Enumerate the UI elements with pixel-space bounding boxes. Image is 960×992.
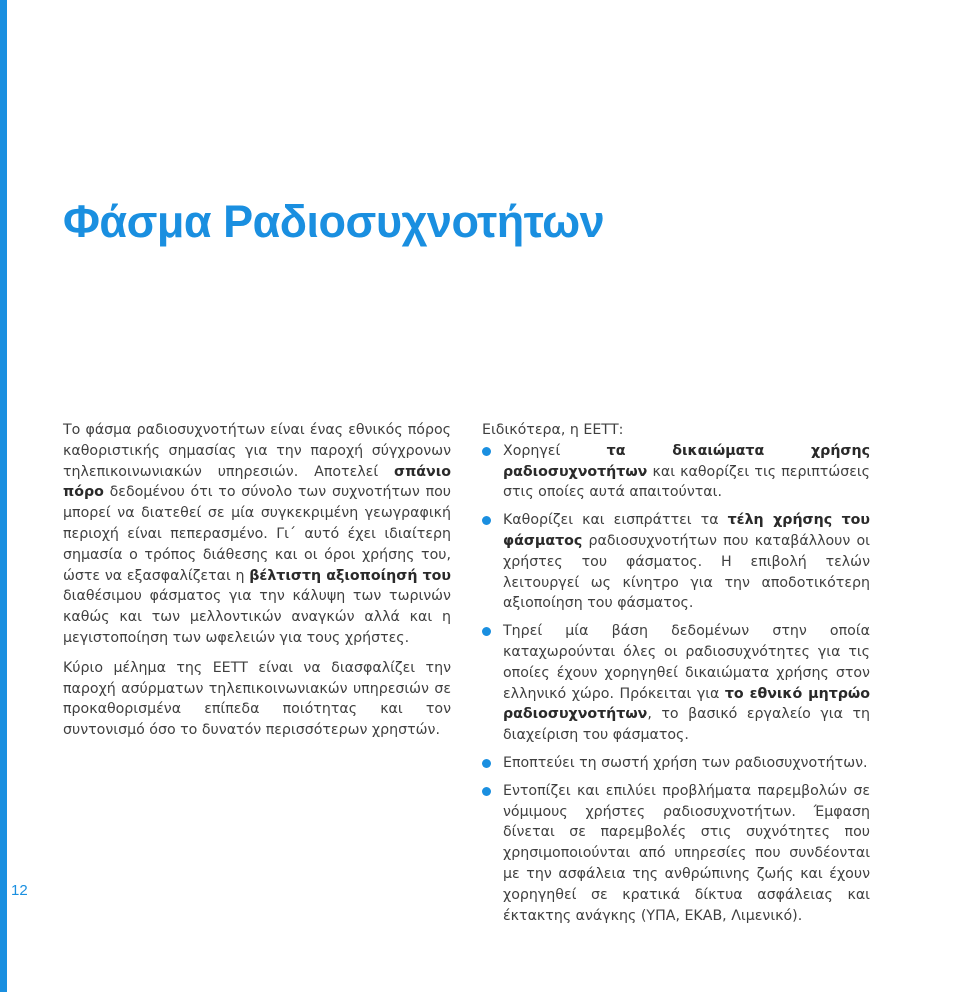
text-run: διαθέσιμου φάσματος για την κάλυψη των τωρινών καθώς και των μελλοντικών αναγκών αλλά και η μεγιστοποίηση των ωφελειών για τους χρήστες. [63, 588, 451, 646]
bullet-icon [482, 787, 491, 796]
page-edge-accent-bar [0, 0, 7, 992]
bullet-icon [482, 759, 491, 768]
text-run: δεδομένου ότι το σύνολο των συχνοτήτων που μπορεί να διατεθεί σε μία συγκεκριμένη γεωγραφική περιοχή είναι πεπερασμένο. Γι΄ αυτό έχει ιδιαίτερη σημασία ο τρόπος διάθεσης και οι όροι χρήσης του, ώστε να εξασφαλίζεται η [63, 484, 451, 584]
text-run: ραδιοσυχνοτήτων που καταβάλλουν οι χρήστες του φάσματος. Η επιβολή τελών λειτουργεί ως κίνητρο για την αποδοτικότερη αξιοποίηση του φάσματος. [503, 532, 870, 612]
list-item [482, 510, 870, 614]
bullet-icon [482, 447, 491, 456]
mission-paragraph: Κύριο μέλημα της ΕΕΤΤ είναι να διασφαλίζει την παροχή ασύρματων τηλεπικοινωνιακών υπηρεσιών σε προκαθορισμένα επίπεδα ποιότητας και τον συντονισμό όσο το δυνατόν περισσότερων χρηστών. [63, 659, 451, 739]
right-text-column [482, 420, 870, 933]
left-text-column [63, 420, 451, 741]
emphasis: τέλη χρήσης του φάσματος [503, 512, 871, 549]
bullet-icon [482, 516, 491, 525]
emphasis: το εθνικό μητρώο ραδιοσυχνοτήτων [503, 685, 870, 723]
text-run: Χορηγεί [503, 442, 607, 459]
text-run: , το βασικό εργαλείο για τη διαχείριση του φάσματος. [503, 706, 870, 744]
duties-list [482, 441, 870, 927]
text-run: Τηρεί μία βάση δεδομένων στην οποία καταχωρούνται όλες οι ραδιοσυχνότητες για τις οποίες έχουν χορηγηθεί δικαιώματα χρήσης στον ελληνικό χώρο. Πρόκειται για [503, 623, 870, 702]
text-run: Καθορίζει και εισπράττει τα [503, 512, 728, 529]
list-item [482, 621, 870, 746]
text-run: Εποπτεύει τη σωστή χρήση των ραδιοσυχνοτήτων. [503, 754, 868, 771]
bullet-icon [482, 627, 491, 636]
list-item [482, 781, 870, 927]
text-run: Εντοπίζει και επιλύει προβλήματα παρεμβολών σε νόμιμους χρήστες ραδιοσυχνοτήτων. Έμφαση δίνεται σε παρεμβολές στις συχνότητες που χρησιμοποιούνται από υπηρεσίες που συνδέονται με την ασφάλεια της ανθρώπινης ζωής και έχουν χορηγηθεί σε κρατικά δίκτυα ασφάλειας και έκτακτης ανάγκης (ΥΠΑ, ΕΚΑΒ, Λιμενικό). [503, 782, 870, 924]
list-item [482, 753, 870, 774]
duties-intro: Ειδικότερα, η ΕΕΤΤ: [482, 422, 624, 438]
list-item [482, 441, 870, 503]
text-run: Το φάσμα ραδιοσυχνοτήτων είναι ένας εθνικός πόρος καθοριστικής σημασίας για την παροχή σύγχρονων τηλεπικοινωνιακών υπηρεσιών. Αποτελεί [63, 422, 451, 480]
emphasis-optimal-use: βέλτιστη αξιοποίησή του [249, 567, 451, 584]
page-title: Φάσμα Ραδιοσυχνοτήτων [63, 196, 605, 247]
intro-paragraph [63, 420, 451, 649]
emphasis: τα δικαιώματα χρήσης ραδιοσυχνοτήτων [503, 442, 870, 480]
text-run: και καθορίζει τις περιπτώσεις στις οποίες αυτά απαιτούνται. [503, 463, 870, 501]
page-number: 12 [11, 882, 28, 899]
emphasis-scarce-resource: σπάνιο πόρο [63, 463, 451, 501]
